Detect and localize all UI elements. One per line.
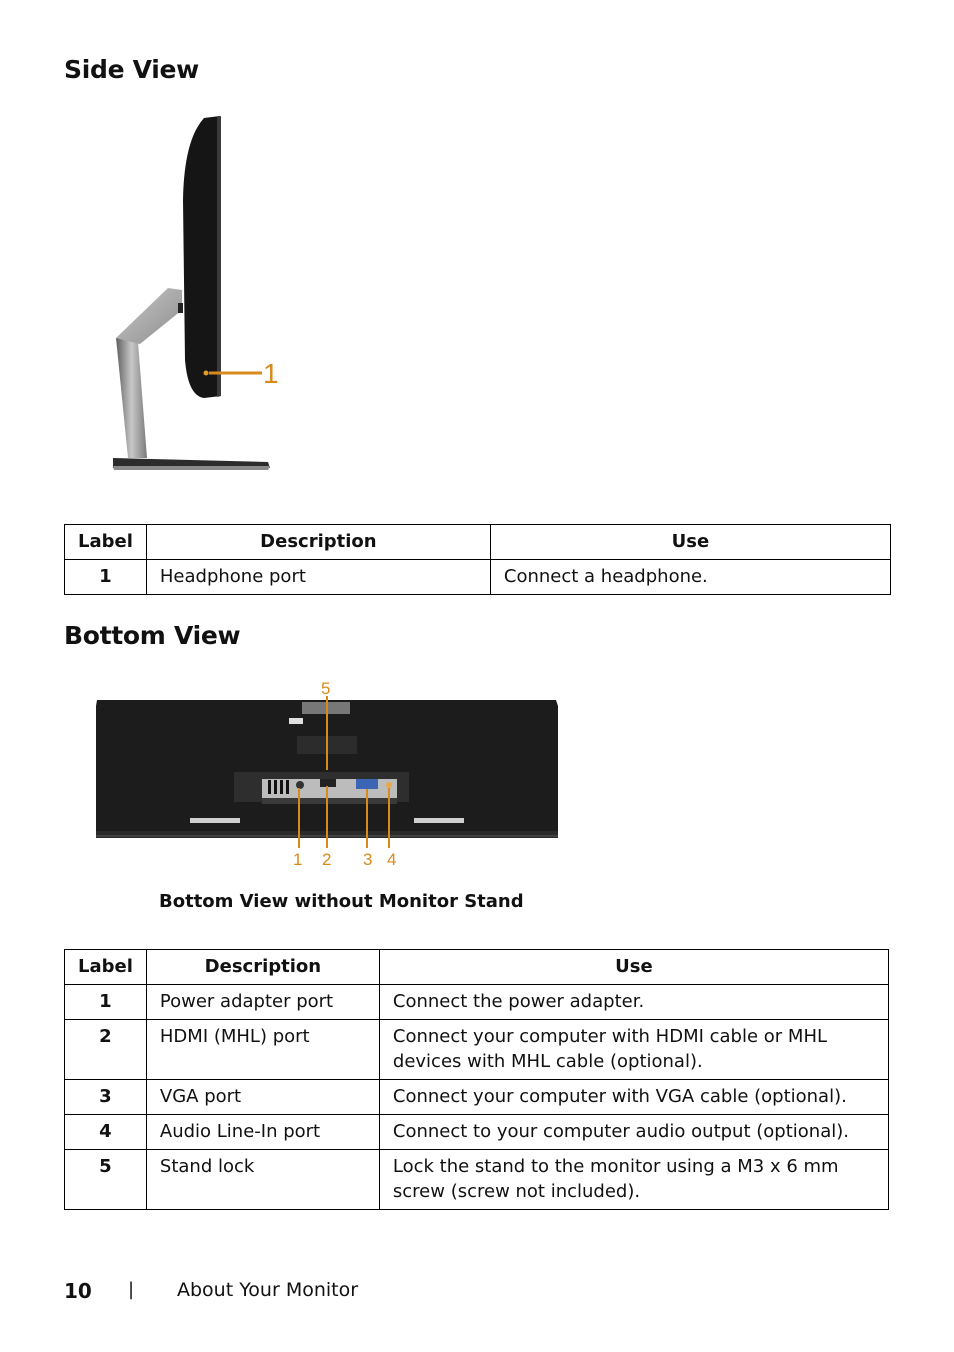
table-row <box>65 560 891 595</box>
figure-caption: Bottom View without Monitor Stand <box>159 891 524 912</box>
row-description: Audio Line-In port <box>146 1115 379 1150</box>
row-label: 2 <box>65 1020 147 1080</box>
row-label: 1 <box>65 985 147 1020</box>
row-use: Connect a headphone. <box>490 560 890 595</box>
row-label: 1 <box>65 560 147 595</box>
table-row <box>65 1150 889 1210</box>
header-use: Use <box>490 525 890 560</box>
side-view-table <box>64 524 891 595</box>
table-row <box>65 1115 889 1150</box>
bottom-view-illustration <box>84 676 568 872</box>
row-label: 4 <box>65 1115 147 1150</box>
row-description: HDMI (MHL) port <box>146 1020 379 1080</box>
table-header-row <box>65 950 889 985</box>
row-use: Connect to your computer audio output (optional). <box>379 1115 888 1150</box>
table-header-row <box>65 525 891 560</box>
table-row <box>65 1020 889 1080</box>
header-description: Description <box>146 950 379 985</box>
row-description: Power adapter port <box>146 985 379 1020</box>
row-use: Connect your computer with VGA cable (optional). <box>379 1080 888 1115</box>
bottom-view-heading: Bottom View <box>64 621 241 650</box>
footer-section-title: About Your Monitor <box>177 1279 359 1301</box>
bottom-callout-1: 1 <box>293 850 303 869</box>
row-description: Stand lock <box>146 1150 379 1210</box>
footer-separator: | <box>128 1279 135 1300</box>
bottom-callout-3: 3 <box>363 850 373 869</box>
header-label: Label <box>65 950 147 985</box>
page-number: 10 <box>64 1279 92 1303</box>
side-view-heading: Side View <box>64 55 199 84</box>
bottom-view-table <box>64 949 889 1210</box>
row-use: Lock the stand to the monitor using a M3 x 6 mm screw (screw not included). <box>379 1150 888 1210</box>
bottom-callout-2: 2 <box>322 850 332 869</box>
row-description: Headphone port <box>146 560 490 595</box>
row-use: Connect the power adapter. <box>379 985 888 1020</box>
table-row <box>65 1080 889 1115</box>
header-description: Description <box>146 525 490 560</box>
row-description: VGA port <box>146 1080 379 1115</box>
table-row <box>65 985 889 1020</box>
header-label: Label <box>65 525 147 560</box>
side-callout-1: 1 <box>263 358 279 389</box>
row-use: Connect your computer with HDMI cable or MHL devices with MHL cable (optional). <box>379 1020 888 1080</box>
header-use: Use <box>379 950 888 985</box>
bottom-callout-5: 5 <box>321 679 331 698</box>
row-label: 5 <box>65 1150 147 1210</box>
bottom-callout-4: 4 <box>387 850 397 869</box>
side-view-illustration <box>100 110 300 480</box>
row-label: 3 <box>65 1080 147 1115</box>
